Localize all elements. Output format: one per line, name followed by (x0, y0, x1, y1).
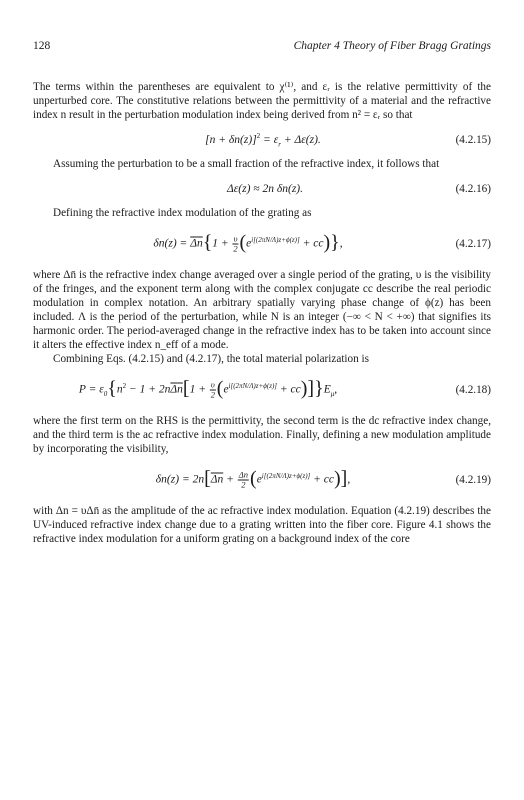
paragraph-5: Combining Eqs. (4.2.15) and (4.2.17), the total material polarization is (53, 353, 369, 365)
paragraph-3: Defining the refractive index modulation of the grating as (53, 207, 312, 219)
equation-4-2-15 (33, 126, 491, 153)
paragraph-2: Assuming the perturbation to be a small fraction of the refractive index, it follows that (53, 158, 440, 170)
equation-number: (4.2.17) (455, 238, 491, 250)
equation-number: (4.2.18) (455, 384, 491, 396)
equation-number: (4.2.19) (455, 474, 491, 486)
equation-4-2-17-math: δn(z) = Δn{1 + $\frac{\upsilon}{2}$ $(e^{i[(2\pi N/\Lambda)z+\phi(z)]} + cc)$}, (153, 231, 343, 254)
equation-number: (4.2.15) (455, 133, 491, 146)
equation-4-2-16-math: Δε(z) ≈ 2n δn(z). (226, 182, 304, 195)
equation-4-2-19 (33, 461, 491, 499)
equation-4-2-16 (33, 175, 491, 202)
page-body (33, 80, 491, 546)
page-number: 128 (33, 40, 51, 52)
equation-4-2-19-math: δn(z) = 2n[Δn + $\frac{\Delta n}{2}$ $(e^{i[(2\pi N/\Lambda)z+\phi(z)]} + cc)$], (155, 467, 351, 490)
page-header (33, 40, 491, 56)
equation-number: (4.2.16) (455, 182, 491, 195)
running-title: Chapter 4 Theory of Fiber Bragg Gratings (293, 40, 491, 52)
equation-4-2-15-math: $[n + \delta n(z)]^2 = \varepsilon_r + \Delta\varepsilon(z)$. (205, 131, 321, 148)
paragraph-7: with Δn = υΔn̄ as the amplitude of the ac refractive index modulation. Equation (4.2.19) describes the UV-induced refractive index change due to a grating written into the fiber core. Figure 4.1 shows the refractive index modulation for a uniform grating on a background index of the core (33, 505, 491, 545)
paragraph-6: where the first term on the RHS is the permittivity, the second term is the dc refractive index change, and the third term is the ac refractive index modulation. Finally, defining a new modulation amplitude by incorporating the visibility, (33, 415, 491, 455)
equation-4-2-17 (33, 225, 491, 263)
equation-4-2-18 (33, 371, 491, 409)
paragraph-4: where Δn̄ is the refractive index change averaged over a single period of the grating, υ is the visibility of the fringes, and the exponent term along with the complex conjugate cc describe the real periodic modulation in complex notation. An arbitrary spatially varying phase change of ϕ(z) has been included. Λ is the period of the perturbation, while N is an integer (−∞ < N < +∞) that signifies its harmonic order. The period-averaged change in the refractive index has to be taken into account since it alters the effective index n_eff of a mode. (33, 269, 491, 351)
paragraph-1: The terms within the parentheses are equivalent to χ⁽¹⁾, and εᵣ is the relative permittivity of the unperturbed core. The constitutive relations between the permittivity of a material and the refractive index n result in the perturbation modulation index being derived from n² = εᵣ so that (33, 81, 491, 121)
equation-4-2-18-math: $P = \varepsilon_0\{n^2 - 1 + 2n\Delta n[1$ + $\frac{\upsilon}{2}$ $(e^{i[(2\pi N/\Lambda)z+\phi(z)]} + cc)]\}E_\mu$, (78, 377, 338, 400)
